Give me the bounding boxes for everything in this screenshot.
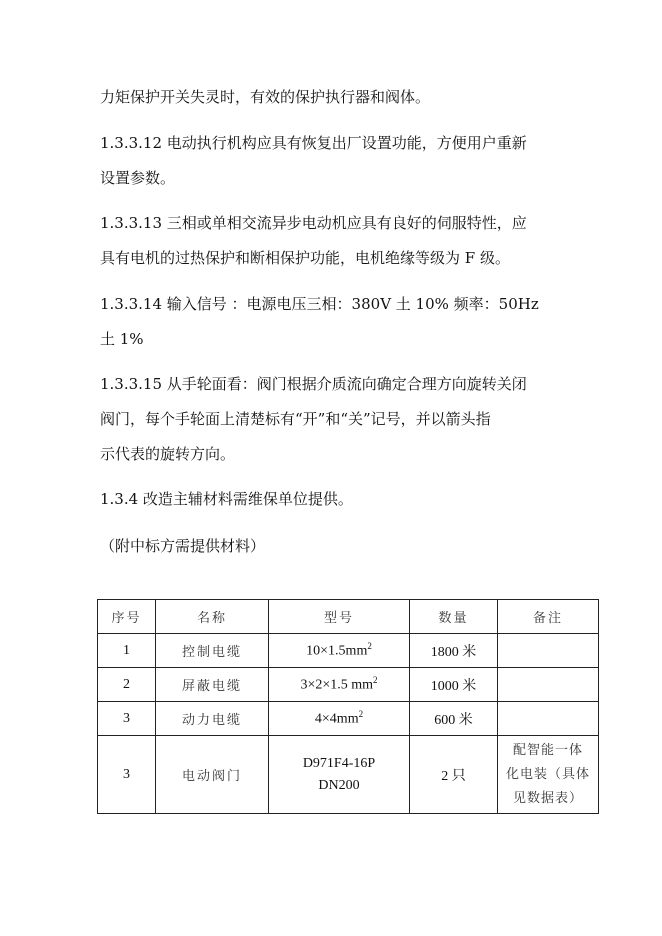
cell-no: 3 [98, 702, 156, 736]
cell-model [269, 634, 410, 668]
table-row [98, 702, 599, 736]
model-text: 4×4mm [314, 711, 359, 727]
table-row [98, 668, 599, 702]
cell-model [269, 668, 410, 702]
paragraph-line: 1.3.4 改造主辅材料需维保单位提供。 [100, 490, 353, 508]
paragraph-line: 示代表的旋转方向。 [100, 445, 236, 463]
note-line: 化电装（具体 [505, 766, 590, 782]
cell-name: 控制电缆 [156, 634, 269, 668]
paragraph-line: 土 1% [100, 330, 144, 348]
paragraph-line: 1.3.3.15 从手轮面看：阀门根据介质流向确定合理方向旋转关闭 [100, 375, 527, 393]
model-line: DN200 [318, 777, 360, 793]
cell-qty: 600 米 [410, 702, 498, 736]
cell-no: 1 [98, 634, 156, 668]
cell-note [498, 702, 599, 736]
paragraph-line: 1.3.3.13 三相或单相交流异步电动机应具有良好的伺服特性，应 [100, 214, 527, 232]
model-text: 3×2×1.5 mm [300, 677, 374, 693]
cell-name: 屏蔽电缆 [156, 668, 269, 702]
table-row [98, 634, 599, 668]
table-row [98, 736, 599, 814]
header-cell: 数量 [410, 600, 498, 634]
table-caption: （附中标方需提供材料） [100, 537, 266, 555]
note-line: 配智能一体 [512, 742, 583, 758]
note-line: 见数据表） [512, 790, 583, 806]
model-text: 10×1.5mm [306, 643, 368, 659]
cell-model [269, 702, 410, 736]
table-header-row [98, 600, 599, 634]
cell-qty: 1800 米 [410, 634, 498, 668]
header-cell: 备注 [498, 600, 599, 634]
paragraph-line: 阀门，每个手轮面上清楚标有“开”和“关”记号，并以箭头指 [100, 410, 491, 428]
paragraph-line: 设置参数。 [100, 169, 176, 187]
cell-no: 2 [98, 668, 156, 702]
paragraph-line: 1.3.3.14 输入信号 ：电源电压三相：380V 土 10% 频率：50Hz [100, 295, 539, 313]
cell-qty: 2 只 [410, 736, 498, 814]
paragraph-line: 具有电机的过热保护和断相保护功能，电机绝缘等级为 F 级。 [100, 249, 510, 267]
paragraph-line: 1.3.3.12 电动执行机构应具有恢复出厂设置功能，方便用户重新 [100, 134, 527, 152]
cell-no: 3 [98, 736, 156, 814]
superscript: 2 [358, 709, 364, 720]
cell-note [498, 634, 599, 668]
superscript: 2 [373, 675, 378, 686]
cell-name: 动力电缆 [156, 702, 269, 736]
materials-table [97, 599, 599, 814]
header-cell: 名称 [156, 600, 269, 634]
paragraph-line: 力矩保护开关失灵时，有效的保护执行器和阀体。 [100, 88, 431, 106]
model-line: D971F4-16P [302, 755, 376, 771]
cell-model [269, 736, 410, 814]
cell-note [498, 736, 599, 814]
header-cell: 序号 [98, 600, 156, 634]
superscript: 2 [367, 641, 372, 652]
header-cell: 型号 [269, 600, 410, 634]
cell-note [498, 668, 599, 702]
cell-name: 电动阀门 [156, 736, 269, 814]
cell-qty: 1000 米 [410, 668, 498, 702]
